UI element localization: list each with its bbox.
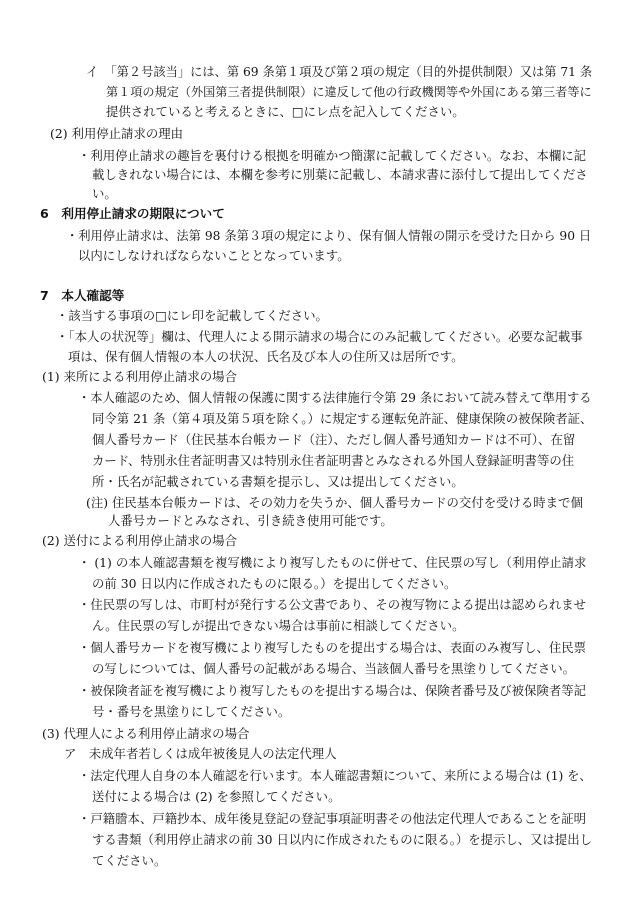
- text-line: ・「本人の状況等」欄は、代理人による開示請求の場合にのみ記載してください。必要な記載事: [56, 329, 583, 344]
- text-line: の前 30 日以内に作成されたものに限る。）を提出してください。: [92, 576, 457, 591]
- text-line: てください。: [92, 853, 167, 868]
- text-line: ・利用停止請求の趣旨を裏付ける根拠を明確かつ簡潔に記載してください。なお、本欄に記: [78, 148, 587, 163]
- text-line: (1) 来所による利用停止請求の場合: [42, 369, 237, 384]
- text-line: 第１項の規定（外国第三者提供制限）に違反して他の行政機関等や外国にある第三者等に: [106, 85, 592, 99]
- text-line: ・個人番号カードを複写機により複写したものを提出する場合は、表面のみ複写し、住民票: [78, 640, 587, 655]
- text-line: 送付による場合は (2) を参照してください。: [92, 789, 341, 804]
- text-line: ア 未成年者若しくは成年被後見人の法定代理人: [64, 746, 337, 761]
- text-line: (注) 住民基本台帳カードは、その効力を失うか、個人番号カードの交付を受ける時まで個: [86, 495, 583, 510]
- text-line: 所・氏名が記載されている書類を提示し、又は提出してください。: [92, 474, 464, 489]
- text-line: 以内にしなければならないこととなっています。: [78, 248, 350, 263]
- text-line: ・ (1) の本人確認書類を複写機により複写したものに併せて、住民票の写し（利用停止請求: [78, 555, 587, 570]
- text-line: ・該当する事項の□にレ印を記載してください。: [56, 308, 328, 323]
- text-line: ・本人確認のため、個人情報の保護に関する法律施行令第 29 条において読み替えて準用する: [78, 391, 592, 405]
- text-line: い。: [92, 186, 117, 201]
- text-line: ・法定代理人自身の本人確認を行います。本人確認書類について、来所による場合は (1) を、: [78, 769, 592, 783]
- text-line: ・戸籍謄本、戸籍抄本、成年後見登記の登記事項証明書その他法定代理人であることを証明: [78, 811, 587, 826]
- text-line: イ 「第２号該当」には、第 69 条第１項及び第２項の規定（目的外提供制限）又は第 71 条: [86, 65, 593, 79]
- section-heading: 6 利用停止請求の期限について: [40, 206, 225, 221]
- text-line: (2) 利用停止請求の理由: [50, 126, 184, 141]
- text-line: の写しについては、個人番号の記載がある場合、当該個人番号を黒塗りしてください。: [92, 661, 575, 676]
- text-line: ・利用停止請求は、法第 98 条第３項の規定により、保有個人情報の開示を受けた日から 90 日: [66, 229, 592, 243]
- text-line: カード、特別永住者証明書又は特別永住者証明書とみなされる外国人登録証明書等の住: [92, 453, 575, 468]
- text-line: 項は、保有個人情報の本人の状況、氏名及び本人の住所又は居所です。: [68, 349, 464, 364]
- text-line: ・住民票の写しは、市町村が発行する公文書であり、その複写物による提出は認められませ: [78, 597, 587, 612]
- text-line: (3) 代理人による利用停止請求の場合: [42, 726, 250, 741]
- text-line: 載しきれない場合には、本欄を参考に別葉に記載し、本請求書に添付して提出してくださ: [92, 167, 588, 182]
- section-heading: 7 本人確認等: [40, 288, 125, 303]
- text-line: (2) 送付による利用停止請求の場合: [42, 533, 237, 548]
- text-line: 同令第 21 条（第４項及第５項を除く。）に規定する運転免許証、健康保険の被保険者証、: [92, 411, 593, 426]
- text-line: 人番号カードとみなされ、引き続き使用可能です。: [108, 513, 393, 528]
- text-line: 個人番号カード（住民基本台帳カード（注）、ただし個人番号通知カードは不可）、在留: [92, 432, 576, 447]
- text-line: 提供されていると考えるときに、□にレ点を記入してください。: [106, 104, 465, 119]
- text-line: する書類（利用停止請求の前 30 日以内に作成されたものに限る。）を提示し、又は提出し: [92, 833, 593, 847]
- text-line: ・被保険者証を複写機により複写したものを提出する場合は、保険者番号及び被保険者等記: [78, 683, 587, 698]
- text-line: ん。住民票の写しが提出できない場合は事前に相談してください。: [92, 618, 465, 633]
- text-line: 号・番号を黒塗りにしてください。: [92, 704, 291, 719]
